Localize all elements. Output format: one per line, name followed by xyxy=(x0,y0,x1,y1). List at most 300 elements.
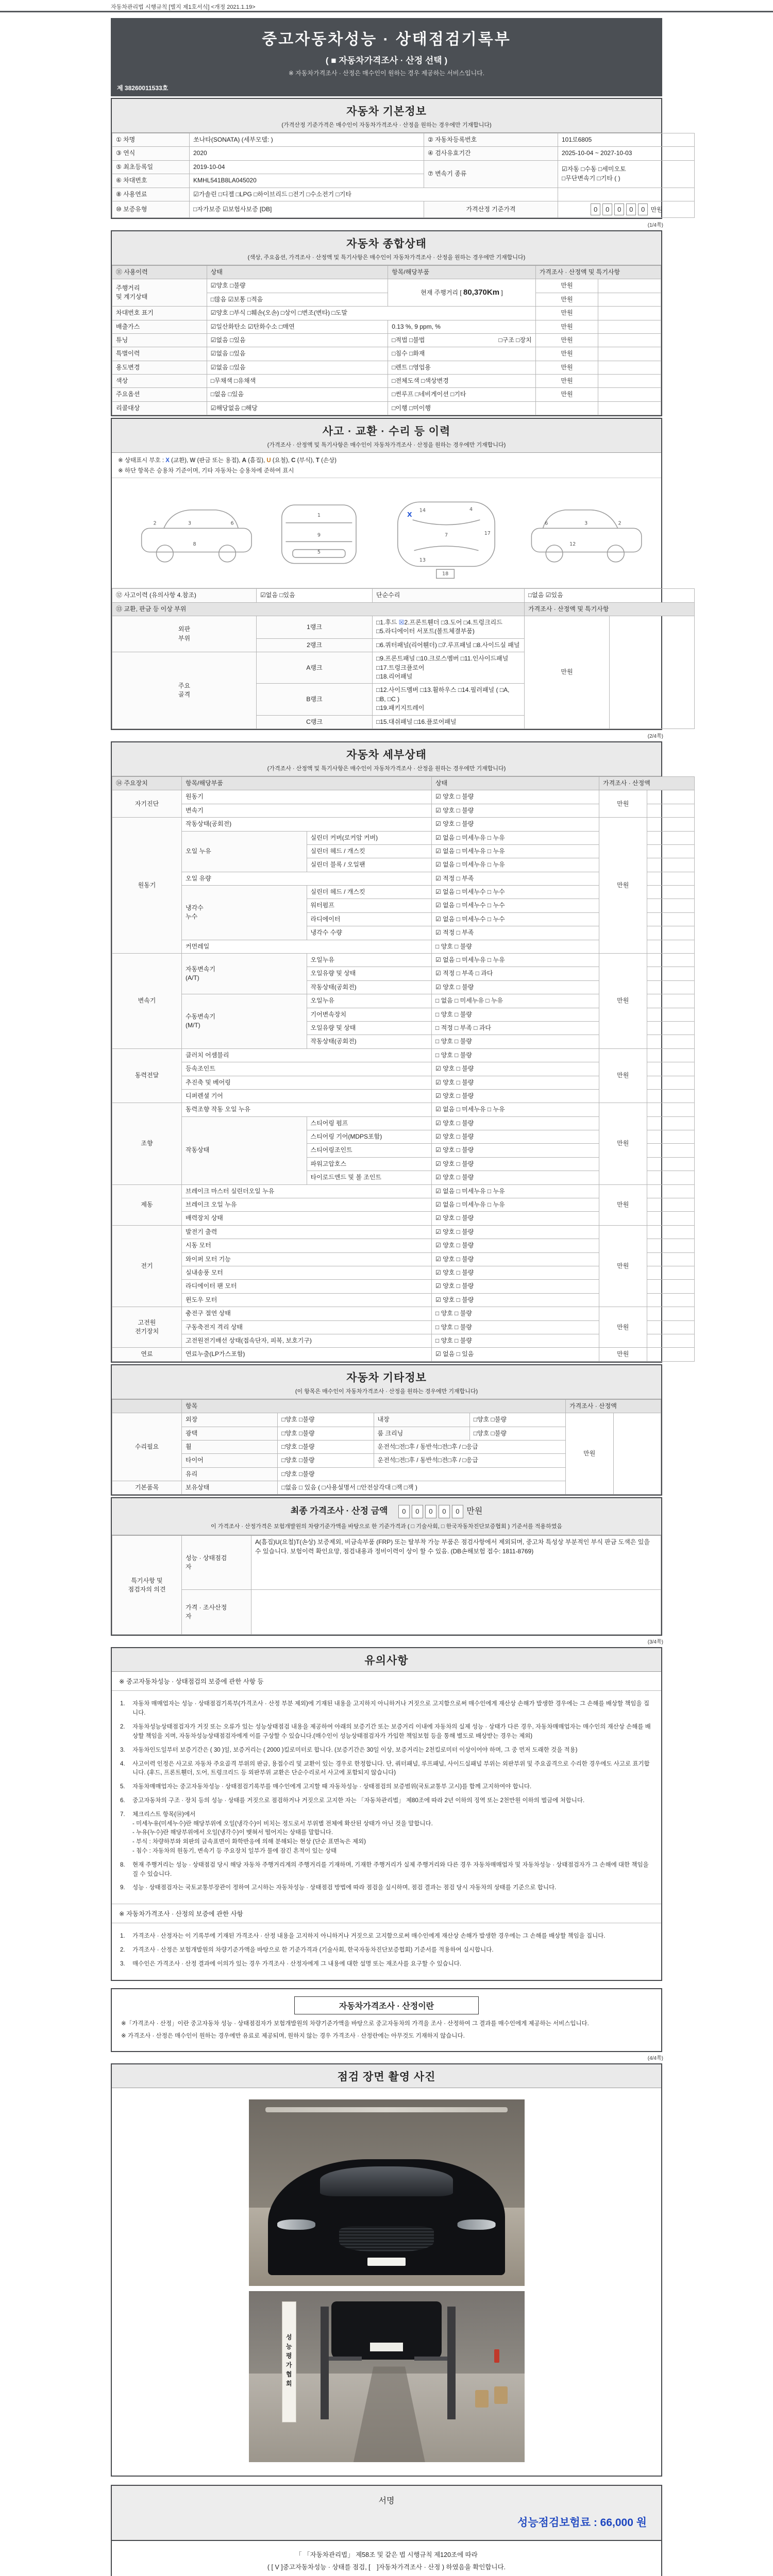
device-item: 실린더 헤드 / 개스킷 xyxy=(307,886,432,899)
photo2-lift-post-left xyxy=(321,2307,329,2419)
basic-items-label: 기본품목 xyxy=(112,1481,182,1495)
usage-row-remark xyxy=(598,307,661,320)
device-item: 작동상태(공회전) xyxy=(182,818,432,831)
device-remark xyxy=(647,1225,695,1239)
device-remark xyxy=(647,1280,695,1293)
footer-line-2: ( [ V ]중고자동차성능 · 상태를 점검, [ ]자동차가격조사 · 산정 ) 하였음을 확인합니다. xyxy=(267,2564,506,2571)
final-price-digit: 0 xyxy=(439,1505,450,1518)
diagram-part-number: 13 xyxy=(419,557,426,564)
device-state[interactable]: ☑ 양호 □ 불량 xyxy=(432,1089,599,1103)
device-state[interactable]: ☑ 양호 □ 불량 xyxy=(432,1171,599,1184)
device-remark xyxy=(647,1089,695,1103)
base-price-digit: 0 xyxy=(638,204,648,215)
notice-item xyxy=(120,1960,653,1969)
notice-item-number: 3. xyxy=(120,1960,125,1967)
device-state[interactable]: ☑ 양호 □ 불량 xyxy=(432,790,599,804)
basic-items-sub-label: 보유상태 xyxy=(182,1481,278,1495)
device-price: 만원 xyxy=(599,790,647,818)
vehicle-diagram-wrap xyxy=(112,478,661,588)
device-price: 만원 xyxy=(599,1103,647,1184)
first-registration-value: 2019-10-04 xyxy=(190,160,424,174)
repair-item-label: 휠 xyxy=(182,1440,278,1453)
device-state[interactable]: □ 양호 □ 불량 xyxy=(432,1008,599,1021)
accident-legend xyxy=(112,453,661,478)
state-symbol-legend: ※ 상태표시 부호 : X (교환), W (판금 또는 용접), A (흠집), U (요철), C (부식), T (손상) xyxy=(118,457,337,464)
notice-item-number: 1. xyxy=(120,1933,125,1940)
final-price-digit: 0 xyxy=(452,1505,463,1518)
panel-section-header: ⑬ 교환, 판금 등 이상 부위 xyxy=(112,602,525,616)
pricing-definition-line: ※ 가격조사 · 산정은 매수인이 원하는 경우에만 유료로 제공되며, 원하지 않는 경우 가격조사 · 산정란에는 아무것도 기재하지 않습니다. xyxy=(121,2032,465,2039)
form-reference: 자동차관리법 시행규칙 [별지 제1호서식] <개정 2021.1.19> xyxy=(111,4,256,10)
device-remark xyxy=(647,1307,695,1320)
model-year-label: ③ 연식 xyxy=(112,147,190,160)
etc-corner xyxy=(112,1399,182,1413)
device-state[interactable]: ☑ 양호 □ 불량 xyxy=(432,1293,599,1307)
device-state[interactable]: ☑ 양호 □ 불량 xyxy=(432,804,599,817)
document-subtitle-note: ※ 자동차가격조사 · 산정은 매수인이 원하는 경우 제공하는 서비스입니다. xyxy=(288,70,485,77)
document-subtitle: ( ■ 자동차가격조사 · 산정 선택 ) xyxy=(325,56,448,65)
document-title: 중고자동차성능 · 상태점검기록부 xyxy=(262,31,511,48)
device-remark xyxy=(647,1320,695,1334)
notice-item-number: 1. xyxy=(120,1701,125,1707)
panel-rank-label: A랭크 xyxy=(257,652,373,684)
legend-symbol-X: X xyxy=(165,457,170,464)
photo2-license-plate xyxy=(370,2343,403,2351)
device-item: 동력조향 작동 오일 누유 xyxy=(182,1103,432,1116)
device-remark xyxy=(647,1198,695,1212)
etc-header xyxy=(112,1365,661,1399)
warranty-type-checks[interactable]: □자가보증 ☑보험사보증 [DB] xyxy=(190,201,424,217)
device-state[interactable]: ☑ 양호 □ 불량 xyxy=(432,1157,599,1171)
usage-row-price: 만원 xyxy=(535,307,598,320)
page-marker-4: (4/4쪽) xyxy=(647,2056,663,2062)
engine-type-value xyxy=(558,188,695,201)
usage-row-part[interactable]: □침수 □화재 xyxy=(388,347,536,361)
repair-item-state[interactable]: □양호 □불량 xyxy=(278,1467,566,1481)
device-state[interactable]: ☑ 양호 □ 불량 xyxy=(432,1225,599,1239)
notice-item-number: 8. xyxy=(120,1861,125,1868)
repair-item-label: 외장 xyxy=(182,1413,278,1427)
base-price-digit: 0 xyxy=(614,204,624,215)
basic-info-title: 자동차 기본정보 xyxy=(346,106,427,117)
usage-row-state[interactable]: ☑없음 □있음 xyxy=(207,361,388,374)
final-price-label: 최종 가격조사 · 산정 금액 xyxy=(290,1506,388,1516)
device-item: 발전기 출력 xyxy=(182,1225,432,1239)
usage-row-remark xyxy=(598,347,661,361)
mileage-state-2[interactable]: □많음 ☑보통 □적음 xyxy=(207,293,388,306)
notice-item-text: 매수인은 가격조사 · 산정 결과에 이의가 있는 경우 가격조사 · 산정자에게 그 내용에 대한 설명 또는 재조사를 요구할 수 있습니다. xyxy=(132,1960,462,1967)
photo1-car-front xyxy=(268,2159,505,2275)
usage-row-state[interactable]: ☑양호 □부식 □훼손(오손) □상이 □변조(변타) □도말 xyxy=(207,307,535,320)
document-number: 제 38260011533호 xyxy=(117,84,169,92)
col-usage-history: ⑪ 사용이력 xyxy=(112,265,207,279)
panel-price: 만원 xyxy=(525,616,610,729)
device-state[interactable]: ☑ 없음 □ 미세누수 □ 누수 xyxy=(432,886,599,899)
device-state[interactable]: ☑ 양호 □ 불량 xyxy=(432,1116,599,1130)
device-item: 고전원전기배선 상태(접속단자, 피복, 보호기구) xyxy=(182,1334,432,1347)
diagram-part-number: 1 xyxy=(317,513,321,519)
device-item: 오일유량 및 상태 xyxy=(307,967,432,980)
diagram-part-number: 7 xyxy=(444,532,448,538)
device-item: 커먼레일 xyxy=(182,940,432,953)
usage-row-part-extra[interactable]: □구조 □장치 xyxy=(498,336,532,344)
device-sub-label: 자동변속기 (A/T) xyxy=(182,954,307,994)
device-group-label: 원동기 xyxy=(112,818,182,954)
simple-repair-state[interactable]: □없음 ☑있음 xyxy=(525,589,695,602)
car-name-value: 쏘나타(SONATA) (세부모델: ) xyxy=(190,133,424,147)
section-signature xyxy=(111,2485,662,2541)
section-notice xyxy=(111,1647,662,1980)
vin-value: KMHL541B8LA045020 xyxy=(190,174,424,188)
device-remark xyxy=(647,940,695,953)
legend-symbol-W: W xyxy=(190,457,196,464)
usage-row-state[interactable]: ☑해당없음 □해당 xyxy=(207,401,388,415)
section-footer xyxy=(111,2541,662,2576)
repair-item-label-2: 룸 크리닝 xyxy=(374,1427,469,1440)
usage-row-part[interactable]: □이행 □미이행 xyxy=(388,401,536,415)
etc-col-item: 항목 xyxy=(182,1399,566,1413)
device-state[interactable]: ☑ 없음 □ 미세누유 □ 누유 xyxy=(432,1184,599,1198)
photo1-headlight-right xyxy=(458,2219,496,2230)
accident-body xyxy=(112,588,661,729)
usage-row-price: 만원 xyxy=(535,320,598,333)
base-price-digit: 0 xyxy=(591,204,600,215)
device-remark xyxy=(647,1035,695,1048)
device-price: 만원 xyxy=(599,1348,647,1361)
device-state[interactable]: ☑ 없음 □ 미세누유 □ 누유 xyxy=(432,831,599,844)
overall-body xyxy=(112,265,661,415)
col-major-device: ⑭ 주요장치 xyxy=(112,776,182,790)
legend-note: ※ 하단 항목은 승용차 기준이며, 기타 자동차는 승용차에 준하여 표시 xyxy=(118,468,294,474)
usage-row-state[interactable]: ☑없음 □있음 xyxy=(207,333,388,347)
usage-row-label: 용도변경 xyxy=(112,361,207,374)
page-marker-3: (3/4쪽) xyxy=(647,1639,663,1646)
device-sub-label: 작동상태 xyxy=(182,1116,307,1184)
notice-item-number: 7. xyxy=(120,1811,125,1818)
usage-row-remark xyxy=(598,320,661,333)
device-item: 실린더 헤드 / 개스킷 xyxy=(307,844,432,858)
device-state[interactable]: ☑ 없음 □ 미세누수 □ 누수 xyxy=(432,899,599,912)
device-item: 오일유량 및 상태 xyxy=(307,1021,432,1035)
device-remark xyxy=(647,954,695,967)
diagram-part-number: 18 xyxy=(442,571,449,577)
device-remark xyxy=(647,980,695,994)
basic-info-note: (가격산정 기준가격은 매수인이 자동차가격조사 · 산정을 원하는 경우에만 기재합니다) xyxy=(281,122,492,128)
device-item: 와이퍼 모터 기능 xyxy=(182,1252,432,1266)
vin-label: ⑥ 차대번호 xyxy=(112,174,190,188)
notice-items-performance xyxy=(112,1691,661,1904)
detail-header xyxy=(112,742,661,776)
photo-inspection-lift xyxy=(249,2291,525,2462)
device-state[interactable]: □ 양호 □ 불량 xyxy=(432,940,599,953)
base-price-digit: 0 xyxy=(626,204,636,215)
detail-title: 자동차 세부상태 xyxy=(346,749,427,761)
device-item: 라디에이터 팬 모터 xyxy=(182,1280,432,1293)
device-item: 타이로드엔드 및 볼 조인트 xyxy=(307,1171,432,1184)
device-state[interactable]: ☑ 양호 □ 불량 xyxy=(432,1130,599,1144)
usage-row-price: 만원 xyxy=(535,333,598,347)
repair-item-state[interactable]: □양호 □불량 xyxy=(278,1454,374,1467)
basic-info-body xyxy=(112,133,661,218)
simple-repair-label: 단순수리 xyxy=(373,589,525,602)
device-state[interactable]: ☑ 적정 □ 부족 □ 과다 xyxy=(432,967,599,980)
diagram-part-number: 2 xyxy=(618,520,621,527)
panel-group-label: 외판 부위 xyxy=(112,616,257,652)
notice-item-text: 성능 · 상태점검자는 국토교통부장관이 정하여 고시하는 자동차성능 · 상태점검 방법에 따라 점검을 실시하며, 점검 결과는 점검 당시 자동차의 상태를 기준으로 합니다. xyxy=(132,1885,557,1891)
device-remark xyxy=(647,804,695,817)
notice-item xyxy=(120,1746,653,1755)
repair-item-label-2: 내장 xyxy=(374,1413,469,1427)
pricing-definition-lines xyxy=(121,2020,652,2041)
mileage-remark xyxy=(598,279,661,293)
panel-rank-items[interactable]: □1.후드 ☒2.프론트휀더 □3.도어 □4.트렁크리드 □5.라디에이터 서포트(볼트체결부품) xyxy=(373,616,525,639)
device-state[interactable]: ☑ 없음 □ 미세누유 □ 누유 xyxy=(432,1198,599,1212)
repair-item-extra[interactable]: 운전석□전□후 / 동반석□전□후 / □응급 xyxy=(374,1454,566,1467)
notice-items-pricing xyxy=(112,1923,661,1979)
device-state[interactable]: ☑ 양호 □ 불량 xyxy=(432,1076,599,1089)
usage-row-part[interactable]: □전체도색 □색상변경 xyxy=(388,375,536,388)
device-item: 변속기 xyxy=(182,804,432,817)
photos-header xyxy=(112,2064,661,2088)
usage-row-label: 차대번호 표기 xyxy=(112,307,207,320)
base-price-digit: 0 xyxy=(602,204,612,215)
device-state[interactable]: ☑ 양호 □ 불량 xyxy=(432,1062,599,1076)
device-item: 추진축 및 베어링 xyxy=(182,1076,432,1089)
notice-item-number: 3. xyxy=(120,1747,125,1753)
device-item: 배력장치 상태 xyxy=(182,1212,432,1225)
device-state[interactable]: ☑ 없음 □ 미세누유 □ 누유 xyxy=(432,858,599,872)
basic-items-state[interactable]: □없음 □ 있음 ( □사용설명서 □안전삼각대 □잭 □잭 ) xyxy=(278,1481,566,1495)
device-state[interactable]: □ 양호 □ 불량 xyxy=(432,1035,599,1048)
inspection-valid-value: 2025-10-04 ~ 2027-10-03 xyxy=(558,147,695,160)
device-remark xyxy=(647,994,695,1008)
device-state[interactable]: ☑ 양호 □ 불량 xyxy=(432,1144,599,1157)
signature-label: 서명 xyxy=(378,2497,395,2506)
usage-row-price: 만원 xyxy=(535,375,598,388)
usage-row-part[interactable]: □렌트 □영업용 xyxy=(388,361,536,374)
repair-price: 만원 xyxy=(566,1413,614,1495)
final-price-digit: 0 xyxy=(398,1505,410,1518)
device-item: 원동기 xyxy=(182,790,432,804)
device-price: 만원 xyxy=(599,1307,647,1348)
notice-item-number: 5. xyxy=(120,1784,125,1790)
notice-item xyxy=(120,1884,653,1893)
accident-history-state[interactable]: ☑없음 □있음 xyxy=(257,589,373,602)
device-remark xyxy=(647,1116,695,1130)
device-state[interactable]: □ 양호 □ 불량 xyxy=(432,1334,599,1347)
repair-item-state[interactable]: □양호 □불량 xyxy=(278,1427,374,1440)
device-remark xyxy=(647,967,695,980)
photo2-chair xyxy=(494,2386,508,2404)
notice-item-text: 가격조사 · 산정은 보험개발원의 차량기준가액을 바탕으로 한 기준가격과 (기술사회, 한국자동차진단보증협회) 기준서를 적용하여 실시합니다. xyxy=(132,1947,494,1954)
device-state[interactable]: □ 양호 □ 불량 xyxy=(432,1048,599,1062)
mileage-price-2: 만원 xyxy=(535,293,598,306)
panel-remark xyxy=(610,616,695,729)
usage-row-price: 만원 xyxy=(535,347,598,361)
usage-row-state[interactable]: ☑없음 □있음 xyxy=(207,347,388,361)
diagram-part-number: 2 xyxy=(153,520,157,527)
fuel-type-checks[interactable]: ☑가솔린 □디젤 □LPG □하이브리드 □전기 □수소전기 □기타 xyxy=(190,188,558,201)
panel-rank-items[interactable]: □9.프론트패널 □10.크로스멤버 □11.인사이드패널 □17.트렁크플로어 □18.리어패널 xyxy=(373,652,525,684)
panel-rank-items[interactable]: □12.사이드멤버 □13.휠하우스 □14.필러패널 ( □A, □B, □C ) □19.패키지트레이 xyxy=(373,684,525,715)
repair-remark xyxy=(613,1413,661,1495)
notice-item-number: 9. xyxy=(120,1885,125,1891)
device-state[interactable]: ☑ 양호 □ 불량 xyxy=(432,1280,599,1293)
notice-item xyxy=(120,1760,653,1778)
device-item: 오일누유 xyxy=(307,954,432,967)
device-state[interactable]: ☑ 없음 □ 있음 xyxy=(432,1348,599,1361)
device-remark xyxy=(647,1266,695,1280)
accident-history-label: ⑫ 사고이력 (유의사항 4.참조) xyxy=(112,589,257,602)
device-price: 만원 xyxy=(599,1225,647,1307)
panel-rank-items[interactable]: □6.쿼터패널(리어휀더) □7.루프패널 □8.사이드실 패널 xyxy=(373,638,525,652)
device-state[interactable]: ☑ 양호 □ 불량 xyxy=(432,1212,599,1225)
etc-note: (이 항목은 매수인이 자동차가격조사 · 산정을 원하는 경우에만 기재합니다) xyxy=(295,1388,478,1395)
device-remark xyxy=(647,899,695,912)
usage-row-state[interactable]: □무채색 □유채색 xyxy=(207,375,388,388)
notice-item-number: 6. xyxy=(120,1797,125,1804)
repair-item-state-2[interactable]: □양호 □불량 xyxy=(469,1427,565,1440)
diagram-part-number: X xyxy=(407,511,412,519)
device-remark xyxy=(647,912,695,926)
device-state[interactable]: ☑ 없음 □ 미세누유 □ 누유 xyxy=(432,954,599,967)
notice-item xyxy=(120,1723,653,1741)
repair-item-extra[interactable]: 운전석□전□후 / 동반석□전□후 / □응급 xyxy=(374,1440,566,1453)
notice-item-text: 자동차인도일부터 보증기간은 ( 30 )일, 보증거리는 ( 2000 )킬로미터로 합니다. (보증기간은 30일 이상, 보증거리는 2천킬로미터 이상이어야 하며, 그 중 먼저 도래한 것을 적용) xyxy=(132,1747,578,1753)
device-remark xyxy=(647,1048,695,1062)
device-remark xyxy=(647,1130,695,1144)
diagram-part-number: 6 xyxy=(545,520,548,527)
notice-item-number: 2. xyxy=(120,1947,125,1954)
repair-item-state-2[interactable]: □양호 □불량 xyxy=(469,1413,565,1427)
diagram-part-number: 3 xyxy=(584,520,588,527)
notice-item-text: 현재 주행거리는 성능 · 상태점검 당시 해당 자동차 주행거리계의 주행거리를 기재하며, 기재한 주행거리가 실제 주행거리와 다른 경우 자동차매매업자 및 자동차성능 · 상태점검자가 그 손해에 대한 책임을 질 수 있습니다. xyxy=(132,1861,649,1877)
device-state[interactable]: □ 양호 □ 불량 xyxy=(432,1307,599,1320)
usage-row-state[interactable]: ☑일산화탄소 ☑탄화수소 □매연 xyxy=(207,320,388,333)
accident-title: 사고 · 교환 · 수리 등 이력 xyxy=(322,426,451,438)
model-year-value: 2020 xyxy=(190,147,424,160)
overall-header xyxy=(112,231,661,265)
col-price: 가격조사 · 산정액 xyxy=(599,776,695,790)
legend-symbol-U: U xyxy=(266,457,271,464)
device-item: 연료누출(LP가스포함) xyxy=(182,1348,432,1361)
repair-item-state[interactable]: □양호 □불량 xyxy=(278,1413,374,1427)
device-state[interactable]: ☑ 적정 □ 부족 xyxy=(432,872,599,885)
device-remark xyxy=(647,872,695,885)
pricing-definition-box xyxy=(111,1988,662,2053)
device-remark xyxy=(647,1293,695,1307)
repair-needed-label: 수리필요 xyxy=(112,1413,182,1481)
repair-item-state[interactable]: □양호 □불량 xyxy=(278,1440,374,1453)
opinion-who: 가격 · 조사산정 자 xyxy=(182,1590,251,1635)
device-item: 작동상태(공회전) xyxy=(307,980,432,994)
notice-header xyxy=(112,1648,661,1672)
detail-body xyxy=(112,776,661,1362)
device-item: 충전구 절연 상태 xyxy=(182,1307,432,1320)
photo2-association-banner xyxy=(282,2301,296,2422)
device-state[interactable]: ☑ 양호 □ 불량 xyxy=(432,980,599,994)
current-mileage-value: 80,370Km xyxy=(463,288,500,297)
final-price-bar xyxy=(112,1498,661,1535)
device-state[interactable]: □ 적정 □ 부족 □ 과다 xyxy=(432,1021,599,1035)
notice-item-number: 4. xyxy=(120,1760,125,1767)
usage-row-part[interactable]: □썬루프 □네비게이션 □기타 xyxy=(388,388,536,401)
notice-item-number: 2. xyxy=(120,1724,125,1731)
device-remark xyxy=(647,1239,695,1252)
device-group-label: 동력전달 xyxy=(112,1048,182,1103)
notice-item-text: 중고자동차의 구조 · 장치 등의 성능 · 상태를 거짓으로 점검하거나 거짓으로 고지한 자는 「자동차관리법」 제80조에 따라 2년 이하의 징역 또는 2천만원 이하의 벌금에 처합니다. xyxy=(132,1797,585,1804)
usage-row-state[interactable]: □없음 □있음 xyxy=(207,388,388,401)
panel-rank-items[interactable]: □15.대쉬패널 □16.플로어패널 xyxy=(373,715,525,728)
usage-row-label: 색상 xyxy=(112,375,207,388)
device-state[interactable]: ☑ 양호 □ 불량 xyxy=(432,818,599,831)
notice-item xyxy=(120,1932,653,1941)
col-item-part: 항목/해당부품 xyxy=(182,776,432,790)
device-group-label: 연료 xyxy=(112,1348,182,1361)
device-remark xyxy=(647,1171,695,1184)
device-state[interactable]: ☑ 적정 □ 부족 xyxy=(432,926,599,940)
mileage-state-1[interactable]: ☑양호 □불량 xyxy=(207,279,388,293)
photo2-lift-arm-left xyxy=(329,2357,362,2361)
notice-item-text: 체크리스트 항목(⑭)에서 - 미세누유(미세누수)란 해당부위에 오일(냉각수)이 비치는 정도로서 부위별 전체에 확산된 상태가 아닌 것을 말합니다. - 누유(누수)란 해당부위에서 오일(냉각수)이 맺혀서 떨어지는 상태를 말합니다. - 부식 : 차량하부와 외판의 금속표면이 화학반응에 의해 분해되는 현상 (단순 표면녹은 제외) - 침수 : 자동차의 원동기, 변속기 등 주요장치 일부가 물에 잠긴 흔적이 있는 상태 xyxy=(132,1811,433,1855)
panel-rank-label: 2랭크 xyxy=(257,638,373,652)
photo1-headlight-left xyxy=(277,2219,315,2230)
device-remark xyxy=(647,1076,695,1089)
detail-note: (가격조사 · 산정액 및 특기사항은 매수인이 자동차가격조사 · 산정을 원하는 경우에만 기재합니다) xyxy=(267,765,506,772)
vehicle-diagram xyxy=(114,481,659,587)
device-state[interactable]: ☑ 양호 □ 불량 xyxy=(432,1252,599,1266)
repair-item-label: 유리 xyxy=(182,1467,278,1481)
device-item: 클러치 어셈블리 xyxy=(182,1048,432,1062)
panel-rank-label: B랭크 xyxy=(257,684,373,715)
device-state[interactable]: □ 양호 □ 불량 xyxy=(432,1320,599,1334)
device-sub-label: 수동변속기 (M/T) xyxy=(182,994,307,1049)
accident-note: (가격조사 · 산정액 및 특기사항은 매수인이 자동차가격조사 · 산정을 원하는 경우에만 기재합니다) xyxy=(267,442,506,449)
device-state[interactable]: ☑ 없음 □ 미세누유 □ 누유 xyxy=(432,1103,599,1116)
photo2-chair xyxy=(475,2390,489,2408)
legend-symbol-T: T xyxy=(315,457,320,464)
device-state[interactable]: ☑ 없음 □ 미세누수 □ 누수 xyxy=(432,912,599,926)
transmission-type-checks[interactable]: ☑자동 □수동 □세미오토 □무단변속기 □기타 ( ) xyxy=(558,160,695,188)
device-item: 기어변속장치 xyxy=(307,1008,432,1021)
panel-rank-label: C랭크 xyxy=(257,715,373,728)
diagram-part-number: 3 xyxy=(188,520,191,527)
current-mileage: 현재 주행거리 [ 80,370Km ] xyxy=(388,279,536,307)
usage-row-price: 만원 xyxy=(535,388,598,401)
mileage-label: 주행거리 및 계기상태 xyxy=(112,279,207,307)
device-state[interactable]: ☑ 양호 □ 불량 xyxy=(432,1239,599,1252)
pricing-definition-line: ※「가격조사 · 산정」이란 중고자동차 성능 · 상태점검자가 보험개발원의 차량기준가액을 바탕으로 중고자동차의 가격을 조사 · 산정하여 그 결과를 매수인에게 제공하는 서비스입니다. xyxy=(121,2020,589,2027)
overall-note: (색상, 주요옵션, 가격조사 · 산정액 및 특기사항은 매수인이 자동차가격조사 · 산정을 원하는 경우에만 기재합니다) xyxy=(247,254,526,261)
device-remark xyxy=(647,1103,695,1116)
device-item: 냉각수 수량 xyxy=(307,926,432,940)
device-state[interactable]: ☑ 양호 □ 불량 xyxy=(432,1266,599,1280)
notice-item-text: 자동차성능상태점검자가 거짓 또는 오류가 있는 성능상태점검 내용을 제공하여 아래의 보증기간 또는 보증거리 이내에 자동차의 실제 성능 · 상태가 다른 경우, 자동차매매업자는 매수인의 재산상 손해를 배상할 책임을 지며, 자동차성능상태점검자에게 이를 구상할 수 있습니다.(매수인이 성능상태점검자가 가입한 책임보험 등을 통해 별도로 배상받는 경우는 제외) xyxy=(132,1724,651,1739)
usage-row-label: 특별이력 xyxy=(112,347,207,361)
col-parts: 항목/해당부품 xyxy=(388,265,536,279)
device-remark xyxy=(647,858,695,872)
usage-row-part: 0.13 %, 9 ppm, % xyxy=(388,320,536,333)
panel-rank-label: 1랭크 xyxy=(257,616,373,639)
usage-row-part: □구조 □장치 □적법 □불법 xyxy=(388,333,536,347)
diagram-part-number: 6 xyxy=(230,520,234,527)
diagram-part-number: 14 xyxy=(419,507,426,514)
notice-item xyxy=(120,1797,653,1806)
page-marker-2: (2/4쪽) xyxy=(647,733,663,739)
photo1-ceiling-lights xyxy=(265,2107,508,2112)
device-state[interactable]: □ 없음 □ 미세누유 □ 누유 xyxy=(432,994,599,1008)
device-state[interactable]: ☑ 없음 □ 미세누유 □ 누유 xyxy=(432,844,599,858)
